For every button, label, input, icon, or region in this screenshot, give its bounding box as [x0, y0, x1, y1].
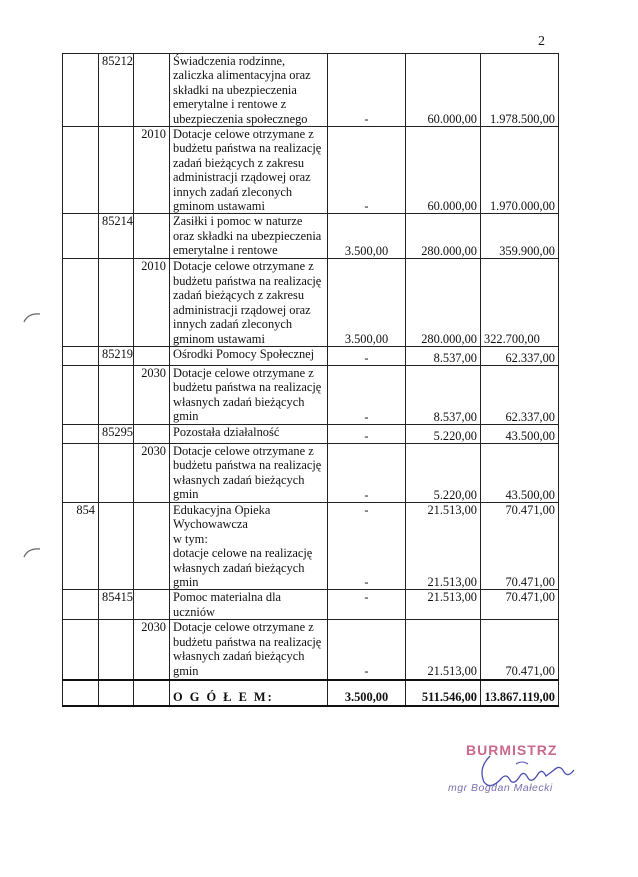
rozdzial-cell: [99, 127, 134, 214]
rozdzial-cell: 85415: [99, 590, 134, 620]
table-row: [63, 127, 559, 214]
total-amount-3: 13.867.119,00: [481, 680, 559, 706]
amount-cell-1: -: [328, 590, 406, 620]
amount-cell-1: 3.500,00: [328, 259, 406, 346]
amount-cell-3: 70.471,00: [481, 620, 559, 680]
description-cell: Dotacje celowe otrzymane z budżetu państwa na realizację własnych zadań bieżących gmin: [170, 365, 328, 424]
amount-cell-3: 43.500,00: [481, 443, 559, 502]
paragraf-cell: 2030: [134, 620, 170, 680]
amount-cell-1: -: [328, 365, 406, 424]
amount-cell-3: 70.471,00: [481, 590, 559, 620]
paragraf-cell: 2030: [134, 365, 170, 424]
amount-cell-1: -: [328, 443, 406, 502]
table-row: [63, 502, 559, 589]
amount-cell-3: 1.970.000,00: [481, 127, 559, 214]
amount-sub-value: -: [364, 574, 369, 589]
table-row: [63, 346, 559, 365]
paragraf-cell: [134, 590, 170, 620]
table-row: [63, 259, 559, 346]
amount-cell-2: 5.220,00: [406, 443, 481, 502]
amount-cell-1: [328, 502, 406, 589]
rozdzial-cell: [99, 443, 134, 502]
paragraf-cell: [134, 502, 170, 589]
amount-cell-2: 280.000,00: [406, 259, 481, 346]
paragraf-cell: [134, 680, 170, 706]
description-cell: Dotacje celowe otrzymane z budżetu państwa na realizację zadań bieżących z zakresu administracji rządowej oraz innych zadań zleconych gminom ustawami: [170, 259, 328, 346]
amount-cell-1: -: [328, 127, 406, 214]
dzial-cell: [63, 54, 99, 127]
amount-cell-1: -: [328, 54, 406, 127]
description-cell: Zasiłki i pomoc w naturze oraz składki na ubezpieczenia emerytalne i rentowe: [170, 214, 328, 259]
paragraf-cell: [134, 214, 170, 259]
rozdzial-cell: 85212: [99, 54, 134, 127]
amount-cell-2: 60.000,00: [406, 127, 481, 214]
paragraf-cell: [134, 424, 170, 443]
table-row: [63, 365, 559, 424]
rozdzial-cell: 85214: [99, 214, 134, 259]
description-cell: Ośrodki Pomocy Społecznej: [170, 346, 328, 365]
signature-name: mgr Bogdan Małecki: [448, 782, 553, 794]
signature-title: BURMISTRZ: [466, 742, 558, 758]
total-amount-2: 511.546,00: [406, 680, 481, 706]
amount-value: 21.513,00: [427, 502, 477, 517]
amount-cell-2: 8.537,00: [406, 365, 481, 424]
amount-cell-3: 1.978.500,00: [481, 54, 559, 127]
amount-cell-2: 8.537,00: [406, 346, 481, 365]
amount-cell-3: 322.700,00: [481, 259, 559, 346]
amount-cell-3: 62.337,00: [481, 365, 559, 424]
dzial-cell: [63, 443, 99, 502]
dzial-cell: [63, 214, 99, 259]
table-row: [63, 54, 559, 127]
dzial-cell: [63, 424, 99, 443]
description-cell: Dotacje celowe otrzymane z budżetu państwa na realizację własnych zadań bieżących gmin: [170, 620, 328, 680]
total-amount-1: 3.500,00: [328, 680, 406, 706]
dzial-cell: [63, 259, 99, 346]
paragraf-cell: 2030: [134, 443, 170, 502]
rozdzial-cell: [99, 502, 134, 589]
table-row: [63, 424, 559, 443]
amount-cell-3: [481, 502, 559, 589]
table-row: [63, 214, 559, 259]
description-cell: Świadczenia rodzinne, zaliczka alimentacyjna oraz składki na ubezpieczenia emerytalne i rentowe z ubezpieczenia społecznego: [170, 54, 328, 127]
table-row: [63, 443, 559, 502]
budget-table: [62, 53, 559, 707]
table-row: [63, 590, 559, 620]
scan-margin-mark: [22, 545, 42, 559]
rozdzial-cell: 85219: [99, 346, 134, 365]
amount-cell-3: 43.500,00: [481, 424, 559, 443]
paragraf-cell: 2010: [134, 259, 170, 346]
page-number: 2: [538, 34, 545, 49]
rozdzial-cell: 85295: [99, 424, 134, 443]
amount-cell-3: 62.337,00: [481, 346, 559, 365]
amount-cell-1: -: [328, 620, 406, 680]
amount-cell-2: 5.220,00: [406, 424, 481, 443]
dzial-cell: [63, 620, 99, 680]
description-cell: Dotacje celowe otrzymane z budżetu państwa na realizację zadań bieżących z zakresu administracji rządowej oraz innych zadań zleconych gminom ustawami: [170, 127, 328, 214]
total-row: [63, 680, 559, 706]
amount-cell-1: -: [328, 424, 406, 443]
amount-sub-value: 21.513,00: [427, 574, 477, 589]
amount-cell-2: 60.000,00: [406, 54, 481, 127]
amount-cell-2: 21.513,00: [406, 620, 481, 680]
amount-value: 70.471,00: [505, 502, 555, 517]
dzial-cell: [63, 590, 99, 620]
dzial-cell: [63, 346, 99, 365]
rozdzial-cell: [99, 680, 134, 706]
description-cell: Edukacyjna Opieka Wychowawcza w tym: dotacje celowe na realizację własnych zadań bieżących gmin: [170, 502, 328, 589]
description-cell: Pomoc materialna dla uczniów: [170, 590, 328, 620]
total-label: O G Ó Ł E M:: [170, 680, 328, 706]
amount-cell-2: 21.513,00: [406, 590, 481, 620]
paragraf-cell: [134, 54, 170, 127]
dzial-cell: [63, 127, 99, 214]
table-row: [63, 620, 559, 680]
rozdzial-cell: [99, 365, 134, 424]
rozdzial-cell: [99, 620, 134, 680]
paragraf-cell: 2010: [134, 127, 170, 214]
rozdzial-cell: [99, 259, 134, 346]
description-cell: Dotacje celowe otrzymane z budżetu państwa na realizację własnych zadań bieżących gmin: [170, 443, 328, 502]
signature-stamp: [448, 742, 598, 817]
amount-cell-1: -: [328, 346, 406, 365]
scan-margin-mark: [22, 310, 42, 324]
paragraf-cell: [134, 346, 170, 365]
amount-sub-value: 70.471,00: [505, 574, 555, 589]
amount-value: -: [364, 502, 369, 517]
dzial-cell: [63, 680, 99, 706]
dzial-cell: 854: [63, 502, 99, 589]
description-cell: Pozostała działalność: [170, 424, 328, 443]
dzial-cell: [63, 365, 99, 424]
amount-cell-3: 359.900,00: [481, 214, 559, 259]
amount-cell-2: 280.000,00: [406, 214, 481, 259]
amount-cell-1: 3.500,00: [328, 214, 406, 259]
amount-cell-2: [406, 502, 481, 589]
